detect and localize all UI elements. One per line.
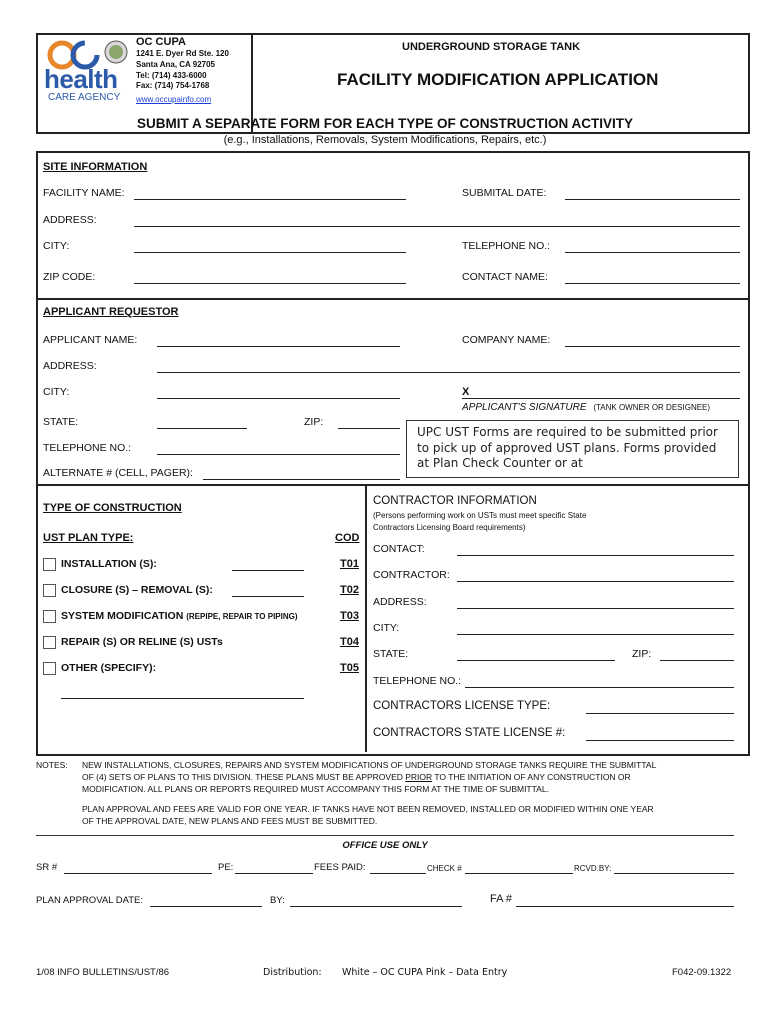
applicant-address-label: ADDRESS:: [43, 360, 97, 372]
other-checkbox[interactable]: [43, 662, 56, 675]
oc-health-logo: [42, 38, 134, 104]
rcvd-by-field[interactable]: [614, 873, 734, 874]
site-city-label: CITY:: [43, 240, 70, 252]
construction-heading: TYPE OF CONSTRUCTION: [43, 502, 182, 514]
other-label: OTHER (SPECIFY):: [61, 662, 157, 674]
license-number-field[interactable]: [586, 740, 734, 741]
contractor-state-field[interactable]: [457, 660, 615, 661]
sr-field[interactable]: [64, 873, 212, 874]
contractor-city-label: CITY:: [373, 622, 400, 634]
site-zip-label: ZIP CODE:: [43, 271, 96, 283]
site-info-heading: SITE INFORMATION: [43, 161, 148, 173]
upc-forms-callout-text: UPC UST Forms are required to be submitted prior to pick up of approved UST plans. Forms provided at Plan Check Counter or at: [417, 425, 718, 470]
applicant-telephone-label: TELEPHONE NO.:: [43, 442, 132, 454]
applicant-telephone-field[interactable]: [157, 454, 400, 455]
by-field[interactable]: [290, 906, 462, 907]
by-label: BY:: [270, 895, 285, 906]
office-divider: [36, 835, 734, 836]
closure-code: T02: [340, 584, 359, 596]
system-modification-label: [61, 610, 298, 622]
agency-website-link[interactable]: www.occupainfo.com: [136, 95, 212, 104]
license-number-label: CONTRACTORS STATE LICENSE #:: [373, 727, 566, 739]
applicant-city-field[interactable]: [157, 398, 400, 399]
signature-label-text: APPLICANT'S SIGNATURE: [462, 402, 587, 413]
applicant-state-field[interactable]: [157, 428, 247, 429]
footer-copies: White – OC CUPA Pink – Data Entry: [342, 967, 508, 978]
notes-line-2-pre: OF (4) SETS OF PLANS TO THIS DIVISION. THESE PLANS MUST BE APPROVED: [82, 771, 406, 782]
system-modification-code: T03: [340, 610, 359, 622]
applicant-state-label: STATE:: [43, 416, 79, 428]
construction-contractor-divider: [365, 484, 367, 752]
submittal-date-field[interactable]: [565, 199, 740, 200]
agency-address-2: Santa Ana, CA 92705: [136, 60, 215, 69]
notes-line-4: PLAN APPROVAL AND FEES ARE VALID FOR ONE YEAR. IF TANKS HAVE NOT BEEN REMOVED, INSTALLED OR MODIFIED WITHIN ONE YEAR: [82, 804, 654, 815]
office-use-heading: OFFICE USE ONLY: [342, 840, 428, 851]
notes-line-1: NEW INSTALLATIONS, CLOSURES, REPAIRS AND SYSTEM MODIFICATIONS OF UNDERGROUND STORAGE TANKS REQUIRE THE SUBMITTAL: [82, 760, 657, 770]
contractor-address-field[interactable]: [457, 608, 734, 609]
rcvd-by-label: RCVD.BY:: [574, 864, 612, 873]
system-modification-note: (REPIPE, REPAIR TO PIPING): [186, 612, 298, 621]
notes-text: [82, 760, 742, 828]
agency-address-1: 1241 E. Dyer Rd Ste. 120: [136, 49, 229, 58]
check-field[interactable]: [465, 873, 573, 874]
contractor-name-field[interactable]: [457, 581, 734, 582]
facility-name-label: FACILITY NAME:: [43, 187, 125, 199]
contractor-contact-label: CONTACT:: [373, 543, 425, 555]
footer-distribution-label: Distribution:: [263, 967, 322, 978]
form-title: FACILITY MODIFICATION APPLICATION: [337, 70, 659, 89]
license-type-field[interactable]: [586, 713, 734, 714]
applicant-address-field[interactable]: [157, 372, 740, 373]
fa-field[interactable]: [516, 906, 734, 907]
contractor-zip-label: ZIP:: [632, 648, 652, 660]
site-applicant-divider: [36, 298, 748, 300]
contractor-city-field[interactable]: [457, 634, 734, 635]
sr-label: SR #: [36, 862, 58, 873]
plan-approval-date-label: PLAN APPROVAL DATE:: [36, 895, 144, 906]
system-modification-text: SYSTEM MODIFICATION: [61, 610, 184, 622]
notes-line-2: [82, 772, 742, 784]
notes-prior: PRIOR: [405, 771, 433, 782]
contractor-contact-field[interactable]: [457, 555, 734, 556]
alternate-number-field[interactable]: [203, 479, 400, 480]
logo-health-text: health: [44, 64, 118, 94]
facility-name-field[interactable]: [134, 199, 406, 200]
banner-main: SUBMIT A SEPARATE FORM FOR EACH TYPE OF CONSTRUCTION ACTIVITY: [137, 116, 633, 131]
contractor-zip-field[interactable]: [660, 660, 734, 661]
site-zip-field[interactable]: [134, 283, 406, 284]
installation-checkbox[interactable]: [43, 558, 56, 571]
pe-label: PE:: [218, 862, 234, 873]
notes-label: NOTES:: [36, 760, 68, 770]
applicant-construction-divider: [36, 484, 748, 486]
notes-line-5: OF THE APPROVAL DATE, NEW PLANS AND FEES MUST BE SUBMITTED.: [82, 816, 378, 827]
contact-name-field[interactable]: [565, 283, 740, 284]
installation-field[interactable]: [232, 570, 304, 571]
applicant-heading: APPLICANT REQUESTOR: [43, 306, 179, 318]
upc-forms-callout: [406, 420, 739, 478]
contractor-heading: CONTRACTOR INFORMATION: [373, 495, 537, 507]
contractor-address-label: ADDRESS:: [373, 596, 427, 608]
footer-form-number: F042-09.1322: [672, 967, 732, 978]
installation-label: INSTALLATION (S):: [61, 558, 157, 570]
footer-bulletin: 1/08 INFO BULLETINS/UST/86: [36, 967, 170, 978]
fees-paid-field[interactable]: [370, 873, 426, 874]
company-name-field[interactable]: [565, 346, 740, 347]
applicant-name-field[interactable]: [157, 346, 400, 347]
signature-label: [462, 402, 710, 413]
applicant-zip-field[interactable]: [338, 428, 400, 429]
applicant-name-label: APPLICANT NAME:: [43, 334, 138, 346]
banner-sub: (e.g., Installations, Removals, System Modifications, Repairs, etc.): [223, 134, 547, 146]
site-telephone-label: TELEPHONE NO.:: [462, 240, 551, 252]
fa-label: FA #: [490, 893, 513, 905]
repair-label: REPAIR (S) OR RELINE (S) USTs: [61, 636, 223, 648]
site-address-field[interactable]: [134, 226, 740, 227]
company-name-label: COMPANY NAME:: [462, 334, 551, 346]
ust-plan-type-label: UST PLAN TYPE:: [43, 532, 134, 544]
contractor-telephone-label: TELEPHONE NO.:: [373, 675, 462, 687]
contractor-state-label: STATE:: [373, 648, 409, 660]
contractor-telephone-field[interactable]: [465, 687, 734, 688]
form-subtitle: UNDERGROUND STORAGE TANK: [402, 41, 581, 53]
repair-checkbox[interactable]: [43, 636, 56, 649]
contact-name-label: CONTACT NAME:: [462, 271, 548, 283]
signature-field[interactable]: [462, 398, 740, 399]
site-telephone-field[interactable]: [565, 252, 740, 253]
submittal-date-label: SUBMITAL DATE:: [462, 187, 547, 199]
repair-code: T04: [340, 636, 359, 648]
notes-line-2-post: TO THE INITIATION OF ANY CONSTRUCTION OR: [432, 771, 631, 782]
license-type-label: CONTRACTORS LICENSE TYPE:: [373, 700, 551, 712]
applicant-zip-label: ZIP:: [304, 416, 324, 428]
agency-name: OC CUPA: [136, 36, 186, 48]
signature-x: X: [462, 386, 470, 398]
closure-label: CLOSURE (S) – REMOVAL (S):: [61, 584, 213, 596]
plan-approval-date-field[interactable]: [150, 906, 262, 907]
notes-line-3: MODIFICATION. ALL PLANS OR REPORTS REQUIRED MUST ACCOMPANY THIS FORM AT THE TIME OF SUBMITTAL.: [82, 783, 549, 794]
agency-tel: Tel: (714) 433-6000: [136, 71, 207, 80]
logo-care-agency-text: CARE AGENCY: [48, 92, 121, 103]
site-address-label: ADDRESS:: [43, 214, 97, 226]
check-label: CHECK #: [427, 864, 462, 873]
code-column-header: COD: [335, 532, 360, 544]
pe-field[interactable]: [235, 873, 313, 874]
other-specify-field[interactable]: [61, 698, 304, 699]
contractor-name-label: CONTRACTOR:: [373, 569, 450, 581]
closure-field[interactable]: [232, 596, 304, 597]
fees-paid-label: FEES PAID:: [314, 862, 366, 873]
contractor-note: (Persons performing work on USTs must meet specific State Contractors Licensing Board requirements): [373, 511, 587, 532]
signature-note: (TANK OWNER OR DESIGNEE): [593, 403, 711, 412]
alternate-number-label: ALTERNATE # (CELL, PAGER):: [43, 467, 193, 479]
closure-checkbox[interactable]: [43, 584, 56, 597]
applicant-city-label: CITY:: [43, 386, 70, 398]
site-city-field[interactable]: [134, 252, 406, 253]
system-modification-checkbox[interactable]: [43, 610, 56, 623]
installation-code: T01: [340, 558, 359, 570]
agency-fax: Fax: (714) 754-1768: [136, 81, 210, 90]
other-code: T05: [340, 662, 359, 674]
